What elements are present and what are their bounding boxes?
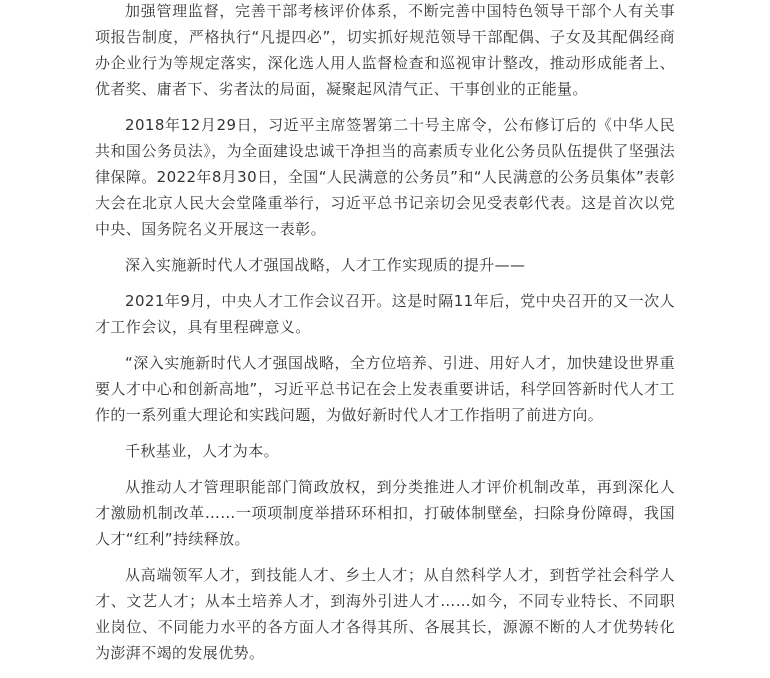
paragraph: 2021年9月，中央人才工作会议召开。这是时隔11年后，党中央召开的又一次人才工作会议，具有里程碑意义。	[95, 292, 675, 336]
paragraph: 深入实施新时代人才强国战略，人才工作实现质的提升——	[125, 256, 526, 274]
paragraph: “深入实施新时代人才强国战略，全方位培养、引进、用好人才，加快建设世界重要人才中心和创新高地”，习近平总书记在会上发表重要讲话，科学回答新时代人才工作的一系列重大理论和实践问题，为做好新时代人才工作指明了前进方向。	[95, 354, 675, 424]
paragraph: 2018年12月29日，习近平主席签署第二十号主席令，公布修订后的《中华人民共和国公务员法》，为全面建设忠诚干净担当的高素质专业化公务员队伍提供了坚强法律保障。2022年8月30日，全国“人民满意的公务员”和“人民满意的公务员集体”表彰大会在北京人民大会堂隆重举行，习近平总书记亲切会见受表彰代表。这是首次以党中央、国务院名义开展这一表彰。	[95, 116, 675, 238]
paragraph: 从高端领军人才，到技能人才、乡土人才；从自然科学人才，到哲学社会科学人才、文艺人才；从本土培养人才，到海外引进人才……如今，不同专业特长、不同职业岗位、不同能力水平的各方面人才各得其所、各展其长，源源不断的人才优势转化为澎湃不竭的发展优势。	[95, 566, 675, 662]
article-body	[95, 0, 675, 676]
paragraph: 加强管理监督，完善干部考核评价体系，不断完善中国特色领导干部个人有关事项报告制度，严格执行“凡提四必”，切实抓好规范领导干部配偶、子女及其配偶经商办企业行为等规定落实，深化选人用人监督检查和巡视审计整改，推动形成能者上、优者奖、庸者下、劣者汰的局面，凝聚起风清气正、干事创业的正能量。	[95, 2, 675, 98]
paragraph: 从推动人才管理职能部门简政放权，到分类推进人才评价机制改革，再到深化人才激励机制改革……一项项制度举措环环相扣，打破体制壁垒，扫除身份障碍，我国人才“红利”持续释放。	[95, 478, 675, 548]
paragraph: 千秋基业，人才为本。	[125, 442, 280, 460]
